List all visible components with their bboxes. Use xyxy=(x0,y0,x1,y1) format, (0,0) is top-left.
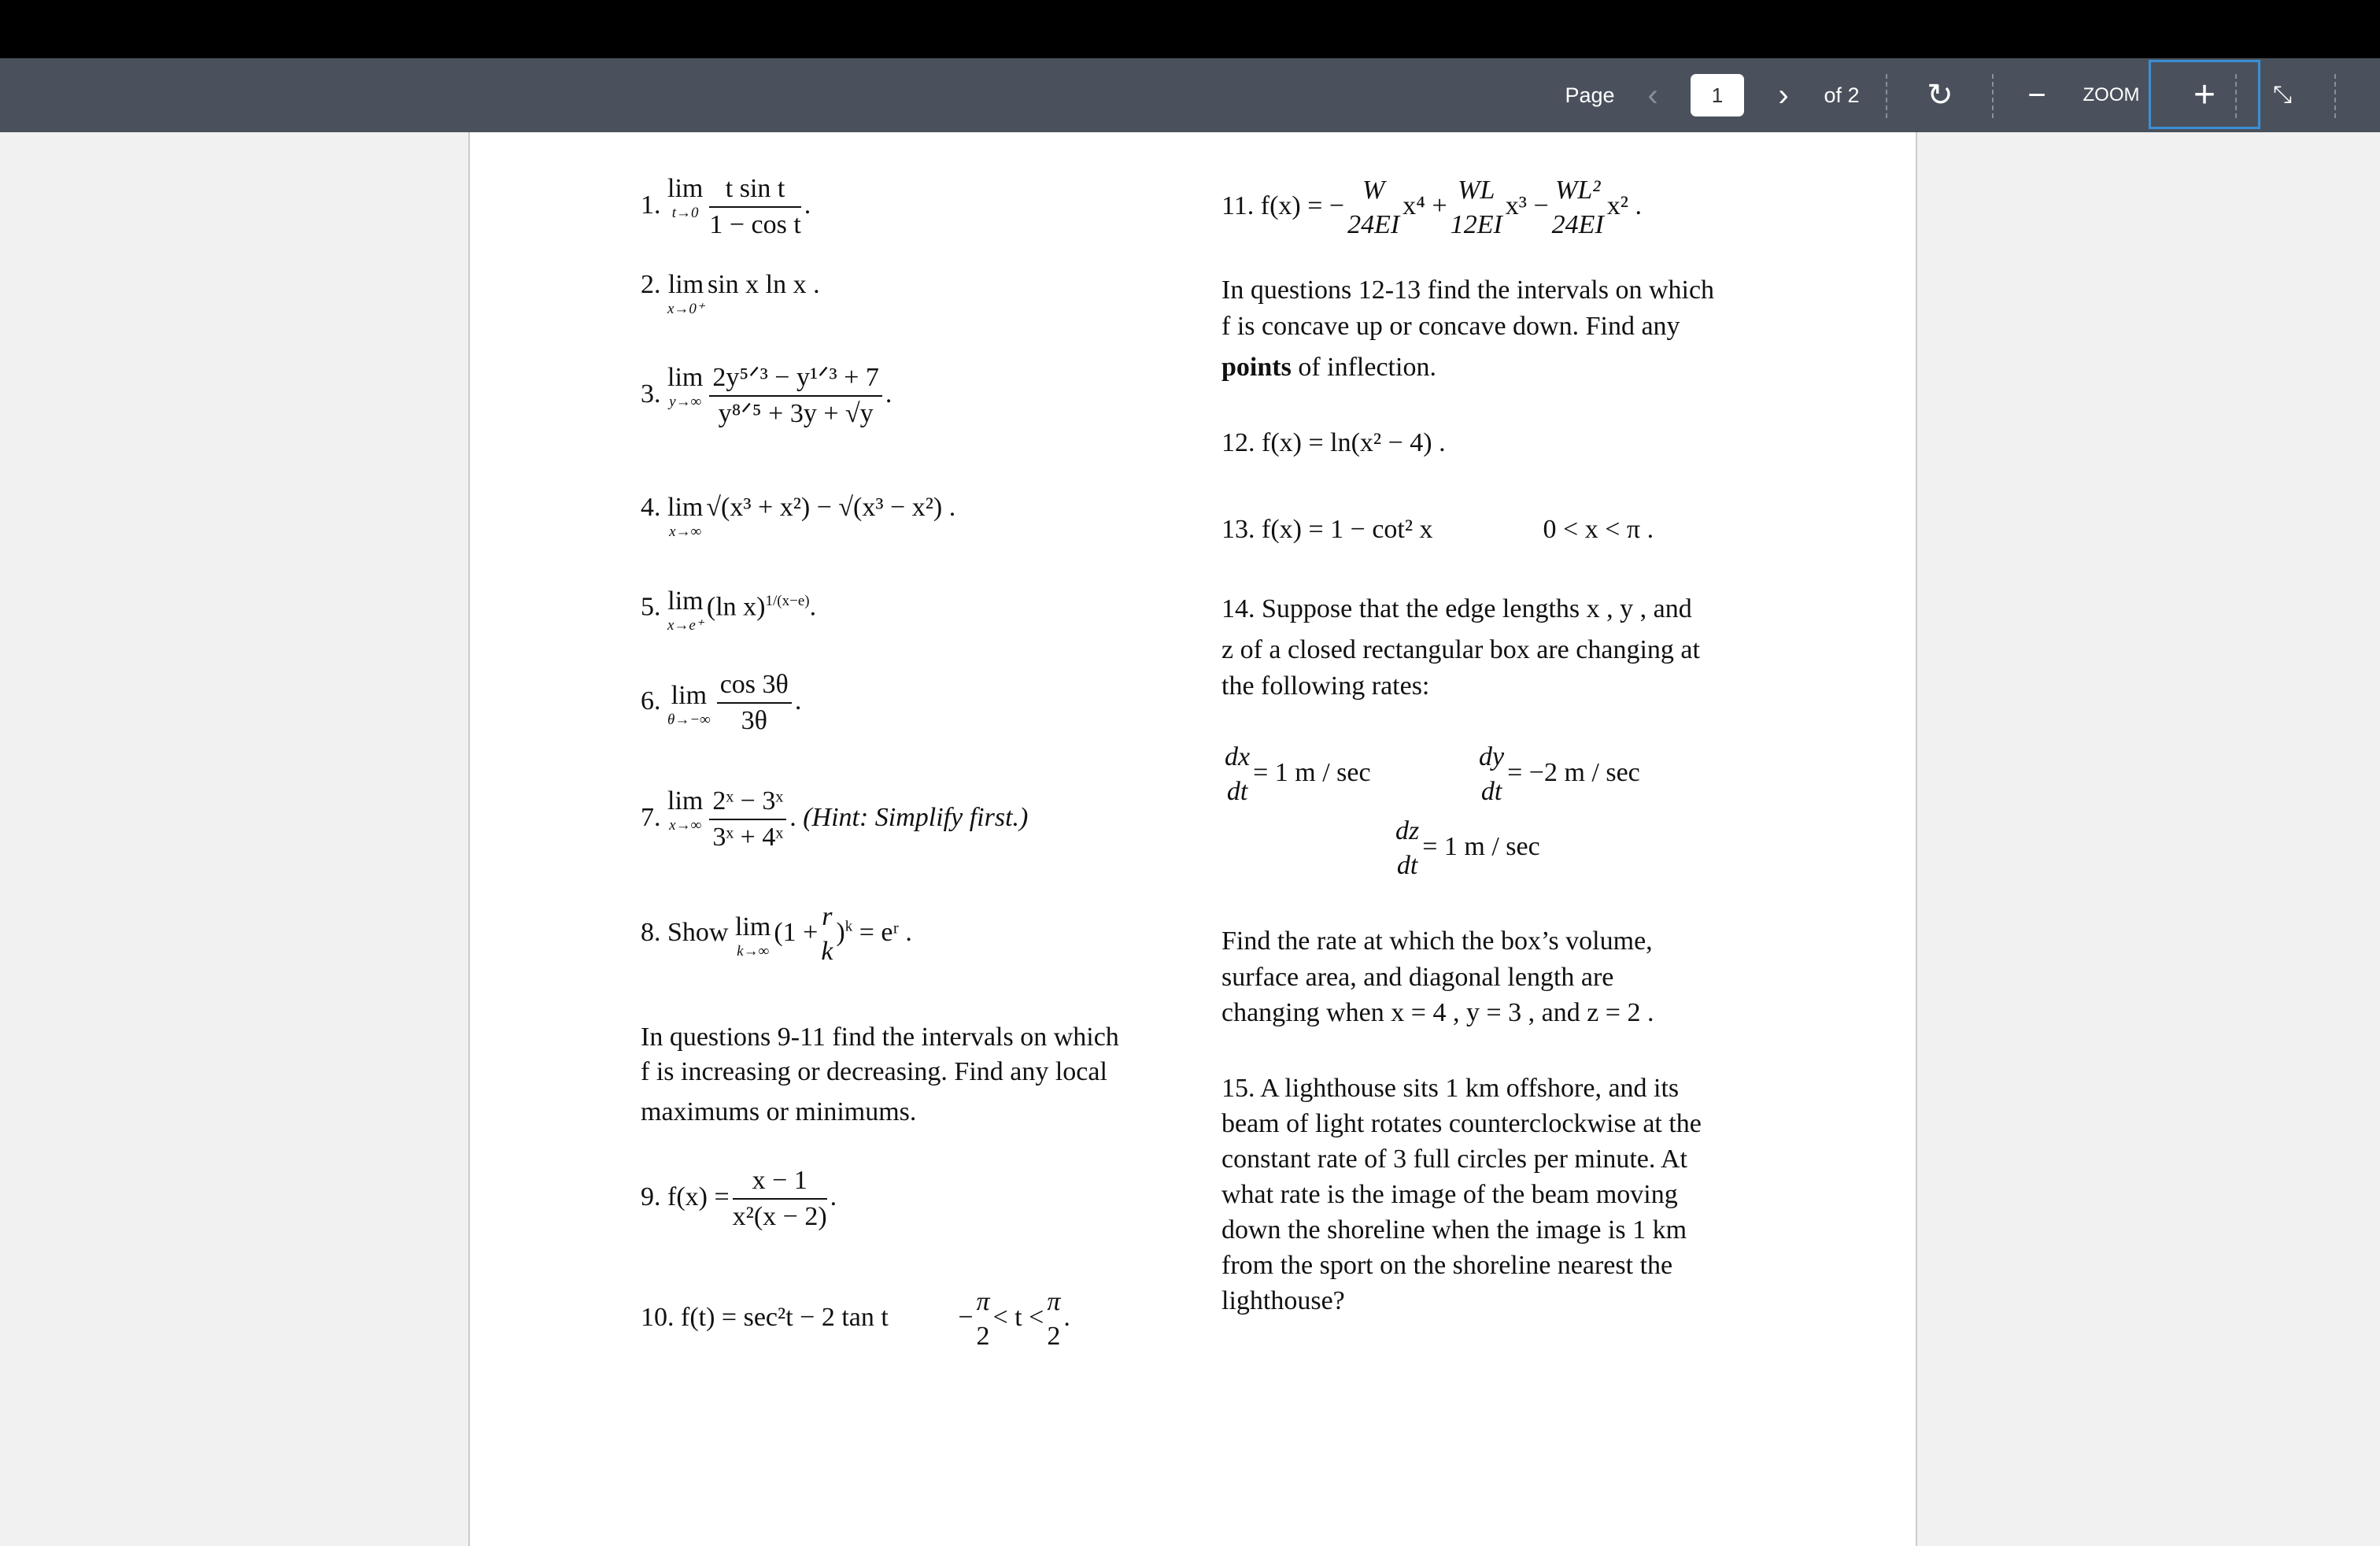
prev-page-button[interactable]: ‹ xyxy=(1647,77,1658,113)
question-9: 9. f(x) = $\frac{x - 1}{\text{x²(x − 2)}}$ . xyxy=(641,1163,837,1234)
zoom-label: ZOOM xyxy=(2082,84,2140,105)
question-14-line3: the following rates: xyxy=(1221,671,1430,701)
instructions-12-13-line1: In questions 12-13 find the intervals on which xyxy=(1221,276,1715,305)
question-15-line1: 15. A lighthouse sits 1 km offshore, and its xyxy=(1221,1074,1680,1103)
rate-dz-dt: dz dt = 1 m / sec xyxy=(1395,816,1540,880)
question-15-line3: constant rate of 3 full circles per minute. At xyxy=(1221,1145,1687,1174)
collapse-icon[interactable]: ⤡ xyxy=(2273,82,2292,108)
find-line1: Find the rate at which the box’s volume, xyxy=(1221,926,1653,956)
question-15-line6: from the sport on the shoreline nearest the xyxy=(1221,1251,1673,1280)
question-13: 13. f(x) = 1 − cot² x 0 < x < π . xyxy=(1221,515,1654,544)
zoom-in-button[interactable] xyxy=(2149,60,2260,129)
question-10: 10. f(t) = sec²t − 2 tan t − π 2 < t < π 2 . xyxy=(641,1287,1070,1351)
question-14-line1: 14. Suppose that the edge lengths x , y , and xyxy=(1221,594,1692,623)
question-8: 8. Show lim k→∞ (1 + r k )$^k$ = eʳ . xyxy=(641,902,912,966)
pdf-page xyxy=(468,132,1917,1546)
instructions-9-11-line3: maximums or minimums. xyxy=(641,1097,917,1126)
question-15-line2: beam of light rotates counterclockwise at the xyxy=(1221,1109,1702,1138)
find-line3: changing when x = 4 , y = 3 , and z = 2 . xyxy=(1221,998,1654,1027)
zoom-out-button[interactable]: − xyxy=(2027,77,2046,113)
question-5: 5. lim x→e⁺ (ln x)$^{1/(x-e)}$. xyxy=(641,586,817,634)
question-15-line5: down the shoreline when the image is 1 km xyxy=(1221,1215,1687,1245)
page-number-input[interactable]: 1 xyxy=(1691,74,1744,117)
top-black-bar xyxy=(0,0,2380,58)
instructions-9-11-line1: In questions 9-11 find the intervals on which xyxy=(641,1023,1119,1052)
instructions-12-13-line2: f is concave up or concave down. Find any xyxy=(1221,312,1680,341)
divider xyxy=(2235,74,2237,118)
find-line2: surface area, and diagonal length are xyxy=(1221,963,1614,992)
rotate-icon[interactable]: ↻ xyxy=(1927,78,1953,113)
divider xyxy=(2334,74,2336,118)
question-7: 7. lim x→∞ $\frac{\text{2ˣ − 3ˣ}}{\text{3ˣ + 4ˣ}}$ . (Hint: Simplify first.) xyxy=(641,784,1028,855)
divider xyxy=(1886,74,1887,118)
pdf-toolbar xyxy=(0,58,2380,132)
divider xyxy=(1992,74,1994,118)
question-6: 6. lim θ→−∞ $\frac{\cos 3\theta}{3\theta}$ . xyxy=(641,668,801,738)
question-11: 11. f(x) = − W 24EI x⁴ + WL 12EI x³ − WL² 24EI x² . xyxy=(1221,176,1642,239)
question-14-line2: z of a closed rectangular box are changing at xyxy=(1221,635,1700,664)
page-count: of 2 xyxy=(1824,83,1860,107)
question-1: 1. lim t→0 $\frac{\text{t sin t}}{\text{1 − cos t}}$ . xyxy=(641,172,811,242)
page-label: Page xyxy=(1565,83,1615,107)
question-2: 2. lim x→0⁺ sin x ln x . xyxy=(641,270,820,317)
rate-dx-dt: dx dt = 1 m / sec xyxy=(1225,742,1371,806)
instructions-9-11-line2: f is increasing or decreasing. Find any local xyxy=(641,1057,1107,1086)
question-3: 3. lim y→∞ $\frac{\text{2y⁵ᐟ³ − y¹ᐟ³ + 7}}{\text{y⁸ᐟ⁵ + 3y + √y}}$ . xyxy=(641,361,892,431)
instructions-12-13-line3: points of inflection. xyxy=(1221,353,1436,382)
next-page-button[interactable]: › xyxy=(1778,77,1789,113)
rate-dy-dt: dy dt = −2 m / sec xyxy=(1479,742,1640,806)
question-4: 4. lim x→∞ √(x³ + x²) − √(x³ − x²) . xyxy=(641,493,956,540)
question-15-line7: lighthouse? xyxy=(1221,1286,1345,1315)
question-15-line4: what rate is the image of the beam moving xyxy=(1221,1180,1678,1209)
plus-icon: + xyxy=(2193,73,2216,116)
question-12: 12. f(x) = ln(x² − 4) . xyxy=(1221,428,1446,457)
